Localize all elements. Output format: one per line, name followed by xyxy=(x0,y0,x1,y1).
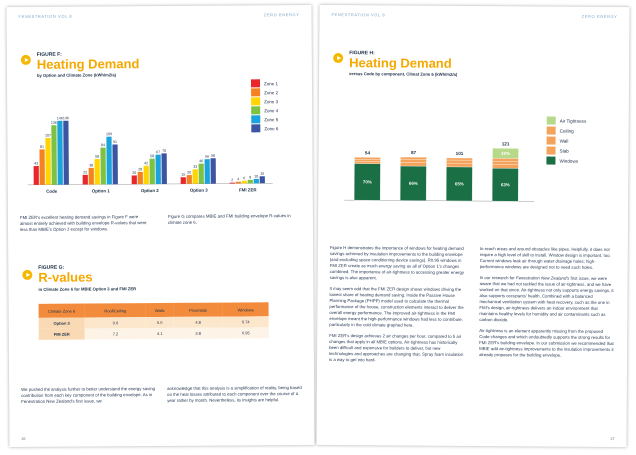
stack-segment xyxy=(446,160,472,163)
bar-value-label: 67 xyxy=(156,150,161,155)
legend-label: Zone 3 xyxy=(264,99,279,105)
figure-f-subtitle: by Option and Climate Zone (kWh/m2/a) xyxy=(36,72,117,78)
segment-label: 65% xyxy=(454,181,464,187)
play-icon xyxy=(333,53,343,63)
legend-swatch xyxy=(547,137,556,145)
legend-swatch xyxy=(251,79,260,87)
bar-value-label: 84 xyxy=(101,143,106,148)
bar-value-label: 91 xyxy=(112,139,118,145)
legend-label: Zone 2 xyxy=(264,90,279,96)
row-label: FMI ZER xyxy=(39,329,85,340)
bar xyxy=(63,121,69,185)
bar xyxy=(254,179,259,183)
table-cell: 4.8 xyxy=(173,317,223,328)
table-cell: 5.0 xyxy=(146,317,173,328)
legend-swatch xyxy=(251,115,260,123)
bar-total-label: 121 xyxy=(501,141,510,147)
bar xyxy=(57,121,63,185)
bar-value-label: 10 xyxy=(254,174,259,179)
legend-label: Air Tightness xyxy=(559,118,587,124)
table-header-cell: Floor/slab xyxy=(173,303,223,317)
legend-label: Zone 6 xyxy=(264,126,279,132)
bar-value-label: 4 xyxy=(237,177,240,182)
figure-f-label: FIGURE F: xyxy=(36,51,62,58)
stack-segment xyxy=(492,165,518,169)
bar-value-label: 81 xyxy=(40,144,45,149)
bar-value-label: 42 xyxy=(144,161,149,166)
category-label: Code xyxy=(46,188,58,194)
bar-total-label: 87 xyxy=(410,150,417,156)
bar xyxy=(156,155,161,184)
table-cell: 7.2 xyxy=(85,328,147,339)
bar xyxy=(230,183,235,184)
heating-demand-chart xyxy=(13,77,308,199)
table-cell: 3.8 xyxy=(173,328,223,339)
page-number: 27 xyxy=(610,436,615,441)
bar xyxy=(150,159,155,184)
stack-segment xyxy=(400,159,426,162)
bar xyxy=(205,159,210,184)
legend-swatch xyxy=(251,97,260,105)
bar-value-label: 28 xyxy=(138,167,143,172)
bar xyxy=(112,144,117,184)
legend-swatch xyxy=(546,157,555,165)
legend-label: Ceiling xyxy=(559,128,574,134)
legend-label: Windows xyxy=(559,158,579,164)
bar-value-label: 136 xyxy=(50,120,57,125)
bar xyxy=(83,175,88,185)
table-header-cell: Roof/Ceiling xyxy=(85,303,147,317)
bar xyxy=(260,176,265,183)
figure-g-title: R-values xyxy=(38,269,93,285)
bar-value-label: 146 xyxy=(62,116,69,121)
table-cell: 0.74 xyxy=(223,316,269,327)
bar xyxy=(193,169,198,183)
category-label: Option 1 xyxy=(91,188,110,194)
bar xyxy=(187,175,192,184)
legend-swatch xyxy=(547,117,556,125)
running-header-right: ZERO ENERGY xyxy=(263,12,300,18)
bar-value-label: 33 xyxy=(193,164,198,169)
heating-demand-by-component-chart xyxy=(324,105,625,207)
bar-value-label: 6 xyxy=(243,176,246,181)
bar-value-label: 43 xyxy=(34,161,39,166)
publication-title: Fenestration New Zealand's xyxy=(515,275,570,281)
segment-label: 19% xyxy=(501,150,510,156)
bar xyxy=(181,177,186,184)
running-header-left: FENESTRATION VOL 8 xyxy=(18,13,73,19)
bar-total-label: 54 xyxy=(364,150,371,156)
paragraph-text: first issue, we were aware that we had not tackled the issue of air-tightness, and we have worked on that since. Air-tightness not only supports energy savings, it also supports occupants' health. Combined with a balanced mechanical ventilation system with heat recovery, such as the one in FMI's design, air-tightness delivers an indoor environment that maintains healthy levels for humidity and air contaminants such as carbon dioxide. xyxy=(479,275,614,323)
bar-value-label: 8 xyxy=(249,175,252,180)
play-icon xyxy=(21,55,31,65)
legend-label: Zone 4 xyxy=(264,108,279,114)
bar xyxy=(236,182,241,184)
segment-label: 63% xyxy=(500,182,510,188)
bar xyxy=(45,138,51,185)
bar-total-label: 101 xyxy=(455,150,464,157)
table-row xyxy=(39,327,269,340)
caption-left: FMI ZER's excellent heating demand savings in Figure F were almost entirely achieved with building envelope R-values that were less than MBIE's Option 3 except for windows. xyxy=(19,214,147,232)
figure-f-title: Heating Demand xyxy=(36,56,140,72)
running-header-right: ZERO ENERGY xyxy=(581,13,618,20)
bottom-text-col2: acknowledge that this analysis is a simplification of reality, being based on the heat losses attributed to each component over the course of a year rather by month. Nevertheless, its insights are helpful. xyxy=(167,385,302,403)
bar-value-label: 58 xyxy=(211,153,216,158)
legend-label: Zone 1 xyxy=(263,81,279,87)
caption-right: Figure G compares MBIE and FMI building envelope R-values in climate zone 6. xyxy=(167,213,291,225)
paragraph xyxy=(479,275,614,324)
bar-value-label: 46 xyxy=(199,159,204,164)
legend-swatch xyxy=(251,124,260,132)
bar-value-label: 20 xyxy=(187,170,192,175)
figure-h-subtitle: versus Code by component, Climat Zone 6 (kWh/m2/a) xyxy=(349,71,458,77)
play-icon xyxy=(22,270,32,280)
row-label: Option 3 xyxy=(39,318,85,329)
bar xyxy=(248,180,253,184)
figure-h-title: Heating Demand xyxy=(349,55,452,71)
text-col2 xyxy=(479,246,615,364)
bar-value-label: 15 xyxy=(181,172,186,177)
legend-label: Zone 5 xyxy=(264,117,279,123)
bar xyxy=(144,166,149,184)
legend-swatch xyxy=(251,106,260,114)
bar-value-label: 107 xyxy=(44,133,51,138)
bar-value-label: 38 xyxy=(89,163,94,168)
legend-swatch xyxy=(547,147,556,155)
bar xyxy=(34,166,39,185)
bar xyxy=(132,175,137,184)
bar-value-label: 16 xyxy=(260,171,265,176)
paragraph: to-reach areas and around obstacles like pipes. Helpfully, it does not require a high level of skill to install. Window design is important, too. Current windows leak air through water drainage holes; high-performance windows are designed not to need such holes. xyxy=(479,246,611,270)
legend-swatch xyxy=(251,88,260,96)
bar-value-label: 146 xyxy=(56,116,63,121)
legend-label: Wall xyxy=(559,138,569,144)
segment-label: 66% xyxy=(408,180,418,186)
bar xyxy=(242,181,247,184)
table-header-cell: Windows xyxy=(223,302,269,316)
bar xyxy=(39,149,44,184)
category-label: Option 3 xyxy=(189,187,208,193)
bar xyxy=(95,159,100,184)
table-cell: 4.1 xyxy=(146,328,173,339)
stack-segment xyxy=(354,161,380,163)
page-number: 26 xyxy=(21,436,26,441)
stack-segment xyxy=(446,163,472,167)
bar-value-label: 70 xyxy=(162,148,167,153)
bar xyxy=(199,164,204,184)
stack-segment xyxy=(354,159,380,161)
table-header-cell: Walls xyxy=(146,303,173,317)
stack-segment xyxy=(400,157,426,159)
figure-g-subtitle: in Climate Zone 6 for MBIE Option 3 and FMI ZER xyxy=(38,286,137,292)
bar xyxy=(211,158,216,183)
bar-value-label: 58 xyxy=(95,154,100,159)
figure-g-label: FIGURE G: xyxy=(38,264,65,271)
paragraph: It may seem odd that the FMI ZER design shows windows driving the lowest share of heating demand saving. Inside the Passive House Planning Package (PHPP) model used to calculate the thermal performance of the house, construction elements interact to deliver the overall energy performance. The improved air-tightness in the FMI envelope meant the high-performance windows had less to contribute, particularly in the cold climate graphed here. xyxy=(329,286,464,328)
bar xyxy=(89,168,94,185)
table-header-cell: Climate Zone 6 xyxy=(39,304,85,318)
r-values-table xyxy=(39,302,269,340)
bar-value-label: 22 xyxy=(83,170,88,175)
bar-value-label: 2 xyxy=(231,178,234,183)
bar-value-label: 20 xyxy=(132,170,137,175)
paragraph: FMI ZER's design achieves 2 air changes per hour, compared to 5 air changes that apply in all MBIE options. Air-tightness has historically been difficult and expensive for builders to deliver, but new technologies and approaches are changing that. Spray foam insulation is a way to get into hard- xyxy=(329,332,464,363)
category-label: Option 2 xyxy=(140,188,159,194)
bar xyxy=(106,137,112,185)
bar-value-label: 109 xyxy=(105,132,112,137)
bar xyxy=(138,172,143,184)
bar xyxy=(51,125,57,185)
running-header-left: FENESTRATION VOL 8 xyxy=(331,12,386,18)
stack-segment xyxy=(492,158,518,161)
left-page xyxy=(6,5,314,447)
table-cell: 0.95 xyxy=(223,327,269,338)
bar xyxy=(161,153,166,184)
paragraph: Air-tightness is an element apparently missing from the proposed Code changes and which undoubtedly supports the strong results for FMI ZER's building envelope. In our submission we recommended that MBIE add air-tightness improvements to the insulation improvements it already proposes for the building envelope. xyxy=(479,328,614,358)
stack-segment xyxy=(492,161,518,164)
stack-segment xyxy=(354,157,380,159)
bottom-text-col1: We pushed the analysis further to better understand the energy saving contribution from each key component of the building envelope. As in Fenestration New Zealand's first issue, we xyxy=(21,386,156,404)
figure-h-label: FIGURE H: xyxy=(349,50,375,57)
bar-value-label: 56 xyxy=(205,154,210,159)
legend-label: Slab xyxy=(559,148,569,154)
text-col1 xyxy=(329,245,465,369)
segment-label: 70% xyxy=(362,179,372,185)
paragraph: Figure H demonstrates the importance of windows for heating demand savings achieved by insulation improvements to the building envelope (and excluding space conditioning device savings). R0.95 windows in FMI ZER create as much energy saving as all of Option 1's changes combined. The importance of air-tightness to accessing greater energy savings is also apparent. xyxy=(329,245,465,281)
legend-swatch xyxy=(547,127,556,135)
bar-value-label: 58 xyxy=(150,154,155,159)
right-page xyxy=(316,5,629,447)
stack-segment xyxy=(400,162,426,166)
table-cell: 9.0 xyxy=(85,317,147,328)
stack-segment xyxy=(446,158,472,160)
paragraph-text: In our research for xyxy=(479,275,516,281)
bar xyxy=(100,148,105,185)
category-label: FMI ZER xyxy=(238,187,257,193)
